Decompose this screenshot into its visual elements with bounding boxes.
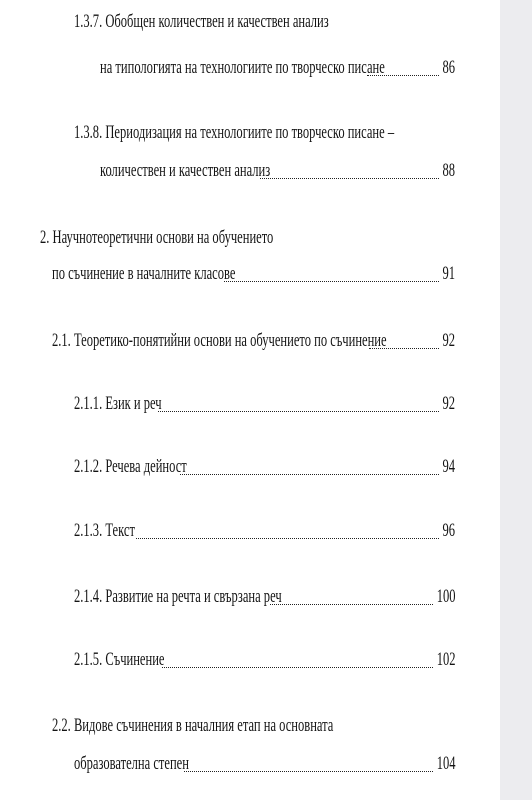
toc-page-number: 102	[436, 649, 455, 670]
toc-entry-2-1[interactable]	[52, 329, 455, 353]
viewer-margin	[500, 0, 532, 800]
toc-page-number: 96	[442, 520, 455, 541]
dot-leader	[136, 538, 439, 539]
toc-page-number: 92	[442, 393, 455, 414]
dot-leader	[180, 474, 439, 475]
toc-entry-label: 2.1.1. Език и реч	[74, 393, 162, 414]
dot-leader	[369, 348, 439, 349]
toc-entry-label: количествен и качествен анализ	[100, 160, 271, 181]
toc-entry-label: 2.1.5. Съчинение	[74, 649, 165, 670]
dot-leader	[158, 411, 439, 412]
toc-entry-label: 2.1.4. Развитие на речта и свързана реч	[74, 586, 282, 607]
toc-entry-1-3-8-title: 1.3.8. Периодизация на технологиите по творческо писане –	[74, 122, 395, 143]
toc-page-number: 100	[436, 586, 455, 607]
toc-entry-label: на типологията на технологиите по творческо писане	[100, 57, 385, 78]
toc-entry-2-1-2[interactable]	[74, 455, 455, 479]
toc-page-number: 91	[442, 263, 455, 284]
toc-entry-2[interactable]	[52, 262, 455, 286]
dot-leader	[270, 604, 433, 605]
toc-entry-2-1-4[interactable]	[74, 585, 455, 609]
toc-entry-2-1-3[interactable]	[74, 519, 455, 543]
toc-page-number: 94	[442, 456, 455, 477]
toc-page-number: 92	[442, 330, 455, 351]
toc-page-number: 86	[442, 57, 455, 78]
toc-entry-2-2[interactable]	[74, 752, 455, 776]
dot-leader	[260, 178, 439, 179]
dot-leader	[367, 75, 439, 76]
toc-entry-label: 2.1. Теоретико-понятийни основи на обучението по съчинение	[52, 330, 387, 351]
toc-entry-2-1-1[interactable]	[74, 392, 455, 416]
toc-entry-label: образователна степен	[74, 753, 189, 774]
toc-page-number: 104	[436, 753, 455, 774]
toc-entry-label: 2.1.3. Текст	[74, 520, 135, 541]
toc-entry-label: 2.1.2. Речева дейност	[74, 456, 187, 477]
dot-leader	[184, 771, 433, 772]
toc-entry-1-3-7[interactable]	[100, 56, 455, 80]
toc-entry-2-title: 2. Научнотеоретични основи на обучението	[40, 227, 274, 248]
toc-page-number: 88	[442, 160, 455, 181]
dot-leader	[162, 667, 433, 668]
toc-entry-1-3-7-title: 1.3.7. Обобщен количествен и качествен анализ	[74, 11, 329, 32]
toc-entry-2-1-5[interactable]	[74, 648, 455, 672]
toc-entry-label: по съчинение в началните класове	[52, 263, 236, 284]
toc-entry-2-2-title: 2.2. Видове съчинения в началния етап на основната	[52, 715, 334, 736]
dot-leader	[224, 281, 439, 282]
toc-entry-1-3-8[interactable]	[100, 159, 455, 183]
